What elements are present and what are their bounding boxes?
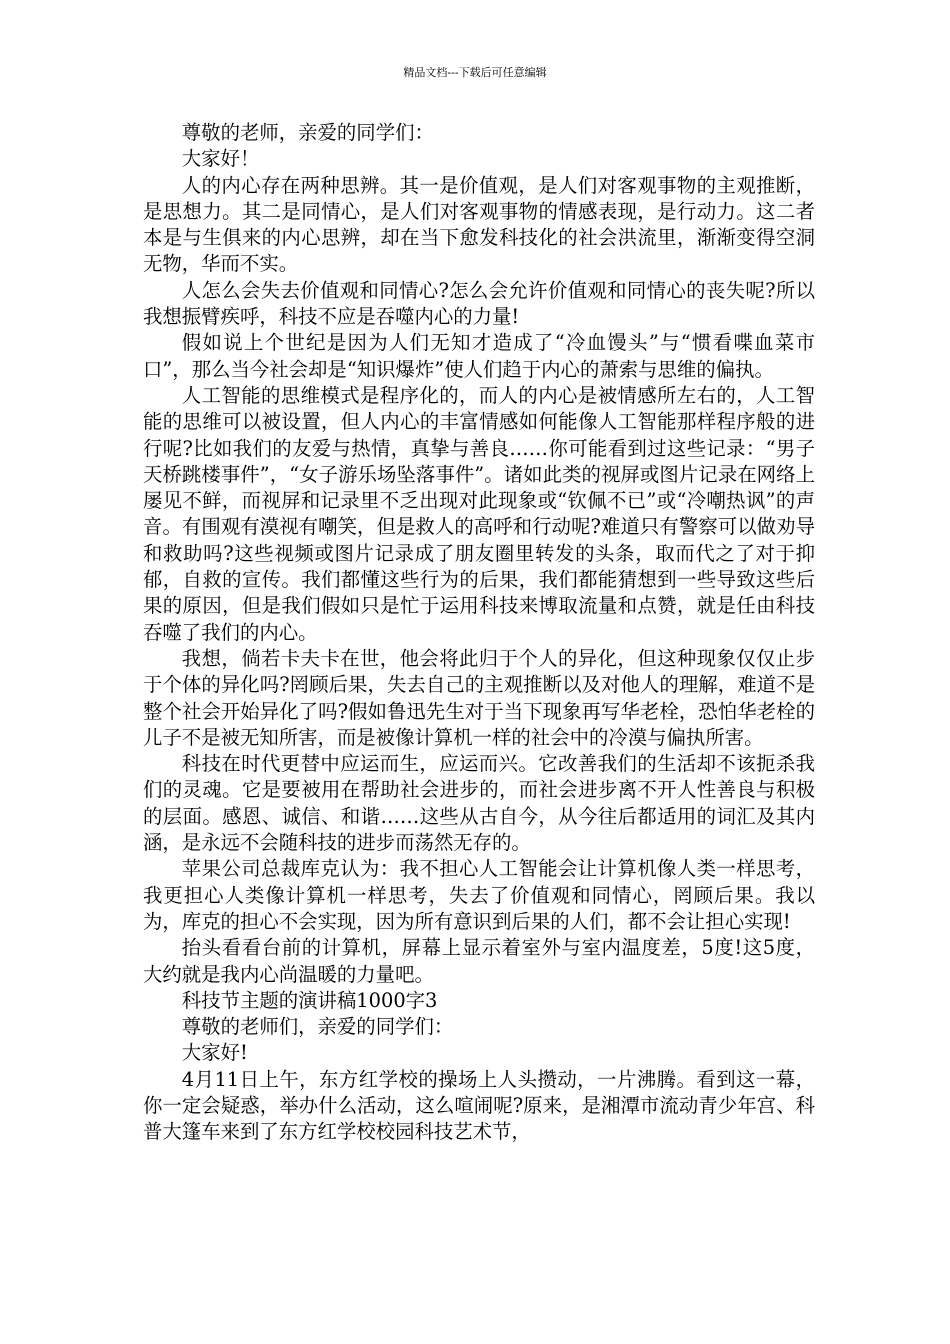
paragraph: 人怎么会失去价值观和同情心?怎么会允许价值观和同情心的丧失呢?所以我想振臂疾呼，科技不应是吞噬内心的力量!: [143, 278, 815, 329]
paragraph: 抬头看看台前的计算机，屏幕上显示着室外与室内温度差，5度!这5度，大约就是我内心尚温暖的力量吧。: [143, 936, 815, 986]
paragraph: 苹果公司总裁库克认为：我不担心人工智能会让计算机像人类一样思考，我更担心人类像计算机一样思考，失去了价值观和同情心，罔顾后果。我以为，库克的担心不会实现，因为所有意识到后果的人们，都不会让担心实现!: [143, 857, 815, 933]
section-title: 科技节主题的演讲稿1000字3: [181, 988, 438, 1012]
paragraph: 假如说上个世纪是因为人们无知才造成了“冷血馒头”与“惯看喋血菜市口”，那么当今社会却是“知识爆炸”使人们趋于内心的萧索与思维的偏执。: [143, 331, 815, 381]
greeting: 大家好！: [181, 147, 260, 171]
paragraph: 科技在时代更替中应运而生，应运而兴。它改善我们的生活却不该扼杀我们的灵魂。它是要被用在帮助社会进步的，而社会进步离不开人性善良与积极的层面。感恩、诚信、和谐……这些从古自今，从今往后都适用的词汇及其内涵，是永远不会随科技的进步而荡然无存的。: [143, 752, 815, 855]
paragraph: 我想，倘若卡夫卡在世，他会将此归于个人的异化，但这种现象仅仅止步于个体的异化吗?罔顾后果，失去自己的主观推断以及对他人的理解，难道不是整个社会开始异化了吗?假如鲁迅先生对于当下现象再写华老栓，恐怕华老栓的儿子不是被无知所害，而是被像计算机一样的社会中的冷漠与偏执所害。: [143, 646, 815, 749]
document-body: [143, 120, 815, 1146]
greeting: 大家好!: [181, 1041, 248, 1065]
paragraph: 4月11日上午，东方红学校的操场上人头攒动，一片沸腾。看到这一幕，你一定会疑惑，举办什么活动，这么喧闹呢?原来，是湘潭市流动青少年宫、科普大篷车来到了东方红学校校园科技艺术节，: [143, 1067, 815, 1144]
page-header: 精品文档---下载后可任意编辑: [403, 66, 547, 79]
salutation: 尊敬的老师，亲爱的同学们：: [181, 121, 434, 144]
paragraph: 人工智能的思维模式是程序化的，而人的内心是被情感所左右的，人工智能的思维可以被设置，但人内心的丰富情感如何能像人工智能那样程序般的进行呢?比如我们的友爱与热情，真挚与善良……你可能看到过这些记录：“男子天桥跳楼事件”，“女子游乐场坠落事件”。诸如此类的视屏或图片记录在网络上屡见不鲜，而视屏和记录里不乏出现对此现象或“钦佩不已”或“冷嘲热讽”的声音。有围观有漠视有嘲笑，但是救人的高呼和行动呢?难道只有警察可以做劝导和救助吗?这些视频或图片记录成了朋友圈里转发的头条，取而代之了对于抑郁，自救的宣传。我们都懂这些行为的后果，我们都能猜想到一些导致这些后果的原因，但是我们假如只是忙于运用科技来博取流量和点赞，就是任由科技吞噬了我们的内心。: [143, 383, 815, 644]
paragraph: 人的内心存在两种思辨。其一是价值观，是人们对客观事物的主观推断，是思想力。其二是同情心，是人们对客观事物的情感表现，是行动力。这二者本是与生俱来的内心思辨，却在当下愈发科技化的社会洪流里，渐渐变得空洞无物，华而不实。: [143, 173, 815, 276]
salutation: 尊敬的老师们，亲爱的同学们：: [181, 1015, 454, 1039]
